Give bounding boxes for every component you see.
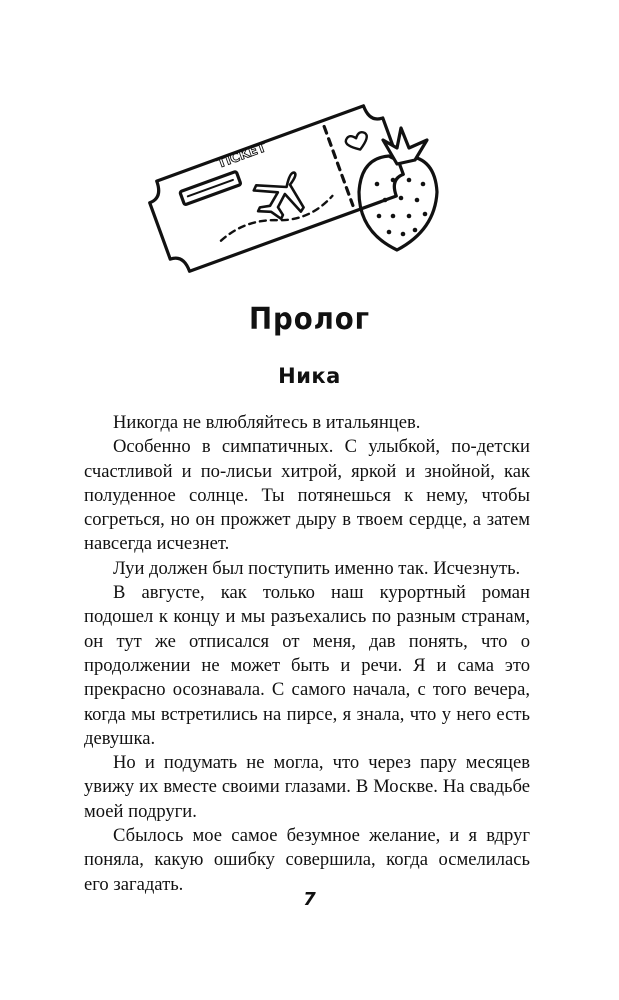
ticket-illustration	[135, 60, 465, 290]
ticket-label: TICKET	[215, 140, 269, 172]
chapter-subtitle: Ника	[278, 364, 341, 388]
body-text	[84, 411, 530, 897]
paragraph: Но и подумать не могла, что через пару месяцев увижу их вместе своими глазами. В Москве. На свадьбе моей подруги.	[84, 752, 530, 822]
page-number: 7	[303, 889, 316, 910]
ticket-icon	[135, 60, 465, 290]
paragraph: Никогда не влюбляйтесь в итальянцев.	[113, 412, 421, 433]
paragraph: Луи должен был поступить именно так. Исчезнуть.	[113, 557, 521, 579]
paragraph: Особенно в симпатичных. С улыбкой, по-детски счастливой и по-лисьи хитрой, яркой и знойной, как полуденное солнце. Ты потянешься к нему, чтобы согреться, но он прожжет дыру в твоем сердце, а затем навсегда исчезнет.	[84, 436, 530, 555]
chapter-title: Пролог	[249, 302, 370, 337]
strawberry-icon	[359, 128, 437, 250]
paragraph: Сбылось мое самое безумное желание, и я вдруг поняла, какую ошибку совершила, когда осмелилась его загадать.	[84, 825, 530, 895]
paragraph: В августе, как только наш курортный роман подошел к концу и мы разъехались по разным странам, он тут же отписался от меня, дав понять, что о продолжении не может быть и речи. Я и сама это прекрасно осознавала. С самого начала, с того вечера, когда мы встретились на пирсе, я знала, что у него есть девушка.	[84, 582, 530, 749]
